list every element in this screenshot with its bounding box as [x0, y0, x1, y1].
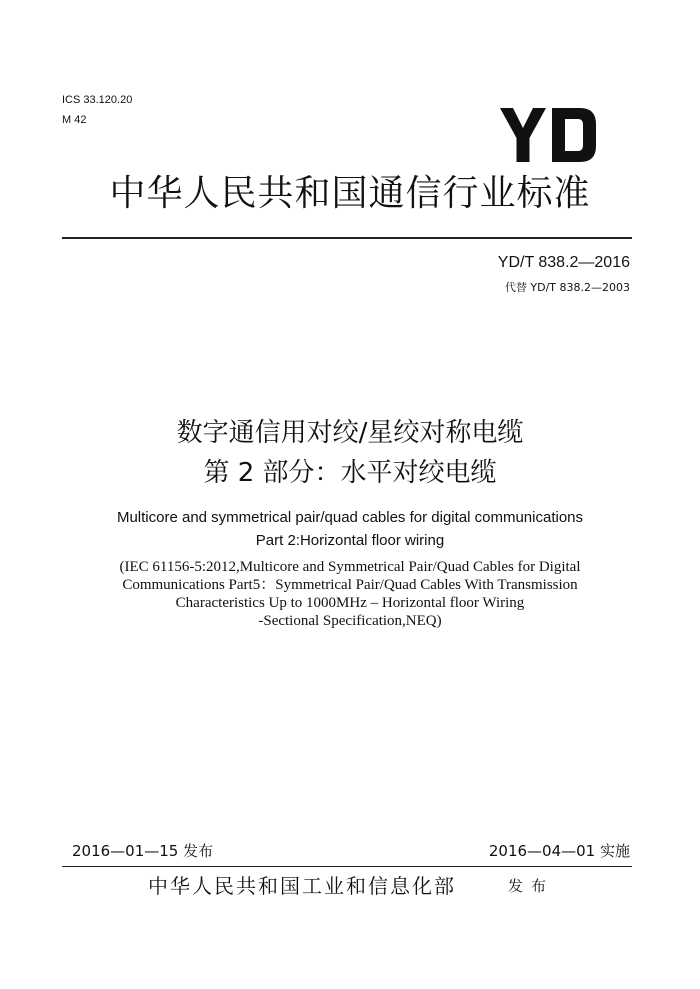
english-title-line2: Part 2:Horizontal floor wiring [255, 532, 445, 549]
replaces-standard: 代替 YD/T 838.2—2003 [504, 281, 630, 294]
implementation-date: 2016—04—01 实施 [488, 842, 630, 860]
main-title: 中华人民共和国通信行业标准 [109, 173, 591, 214]
yd-logo [500, 108, 600, 162]
english-title-line1: Multicore and symmetrical pair/quad cables for digital communications [116, 509, 584, 526]
standard-number: YD/T 838.2—2016 [497, 254, 630, 271]
ics-code: ICS 33.120.20 [62, 94, 133, 106]
iec-reference [60, 558, 640, 630]
chinese-title-line1: 数字通信用对绞/星绞对称电缆 [176, 418, 524, 448]
publish-label: 发布 [508, 877, 555, 895]
publisher-name: 中华人民共和国工业和信息化部 [148, 874, 456, 898]
ccs-code: M 42 [62, 114, 87, 126]
iec-reference-line: Communications Part5：Symmetrical Pair/Quad Cables With Transmission [122, 577, 578, 593]
iec-reference-line: Characteristics Up to 1000MHz – Horizontal floor Wiring [175, 595, 525, 611]
chinese-title-line2: 第 2 部分：水平对绞电缆 [203, 458, 497, 488]
header-divider [62, 237, 632, 239]
iec-reference-line: (IEC 61156-5:2012,Multicore and Symmetrical Pair/Quad Cables for Digital [119, 559, 581, 575]
svg-text:YD: YD [500, 108, 502, 109]
iec-reference-line: -Sectional Specification,NEQ) [258, 613, 442, 629]
issue-date: 2016—01—15 发布 [72, 842, 214, 860]
footer-divider [62, 866, 632, 867]
